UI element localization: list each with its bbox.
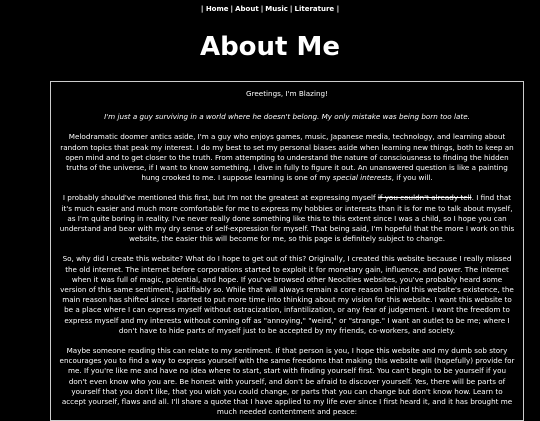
about-content-box (50, 81, 524, 421)
paragraph-expression-rest: . I find that it's much easier and much more comfortable for me to express my hobbies or interests than it is for me to talk about myself, as I'm quite boring in reality. I've never really done something like this to this extent since I was a child, so I hope you can understand and bear with my dry sense of self-expression for myself. That being said, I'm hopeful that the more I work on this website, the easier this will become for me, so this page is definitely subject to change. (59, 193, 515, 244)
nav-link-literature[interactable]: Literature (294, 5, 335, 13)
nav-link-about[interactable]: About (235, 5, 259, 13)
strikethrough-aside: if you couldn't already tell (377, 193, 472, 203)
top-navigation (0, 0, 540, 17)
paragraph-interests-text: Melodramatic doomer antics aside, I'm a guy who enjoys games, music, Japanese media, technology, and learning about random topics that peak my interest. I do my best to set my personal biases aside when learning new things, both to keep an open mind and to get closer to the truth. From attempting to understand the nature of consciousness to finding the hidden truths of the universe, if I want to know something, I dive in fully to figure it out. An unanswered question is like a painting hung crooked to me. I suppose learning is one of my (60, 132, 514, 183)
nav-link-music[interactable]: Music (265, 5, 288, 13)
nav-link-home[interactable]: Home (205, 5, 229, 13)
paragraph-expression (59, 193, 515, 244)
page-title: About Me (199, 32, 341, 62)
paragraph-expression-start: I probably should've mentioned this first, but I'm not the greatest at expressing myself (62, 193, 376, 203)
nav-separator: | (260, 5, 264, 13)
nav-separator: | (289, 5, 293, 13)
paragraph-why-website: So, why did I create this website? What do I hope to get out of this? Originally, I created this website because I really missed the old internet. The internet before corporations started to exploit it for monetary gain, influence, and power. The internet when it was full of magic, potential, and hope. If you've browsed other Neocities websites, you've probably heard some version of this same sentiment, justifiably so. While that will always remain a core reason behind this website's existence, the main reason has shifted since I started to put more time into thinking about my vision for this website. I want this website to be a place where I can express myself without ostracization, infantilization, or any fear of judgement. I want the freedom to express myself and my interests without coming off as "annoying," "weird," or "strange." I want an outlet to be me; where I don't have to hide parts of myself just to be accepted by my friends, co-workers, and society. (60, 254, 514, 335)
greeting-text: Greetings, I'm Blazing! (246, 89, 328, 98)
paragraph-interests (59, 132, 515, 183)
tagline-text: I'm just a guy surviving in a world where he doesn't belong. My only mistake was being born too late. (104, 112, 470, 122)
nav-separator: | (230, 5, 234, 13)
special-interests-emphasis: special interests (332, 173, 392, 183)
paragraph-relate: Maybe someone reading this can relate to my sentiment. If that person is you, I hope this website and my dumb sob story encourages you to find a way to express yourself with the same freedoms that making this website will (hopefully) provide for me. If you're like me and have no idea where to start, start with finding yourself first. You can't begin to be yourself if you don't even know who you are. Be honest with yourself, and don't be afraid to discover yourself. Yes, there will be parts of yourself that you don't like, that you wish you could change, or parts that you can change but don't know how. Learn to accept yourself, flaws and all. I'll share a quote that I have applied to my life ever since I first heard it, and it has brought me much needed contentment and peace: (59, 346, 515, 417)
paragraph-interests-end: , if you will. (391, 173, 433, 183)
nav-close-separator: | (336, 5, 340, 13)
nav-open-separator: | (200, 5, 204, 13)
